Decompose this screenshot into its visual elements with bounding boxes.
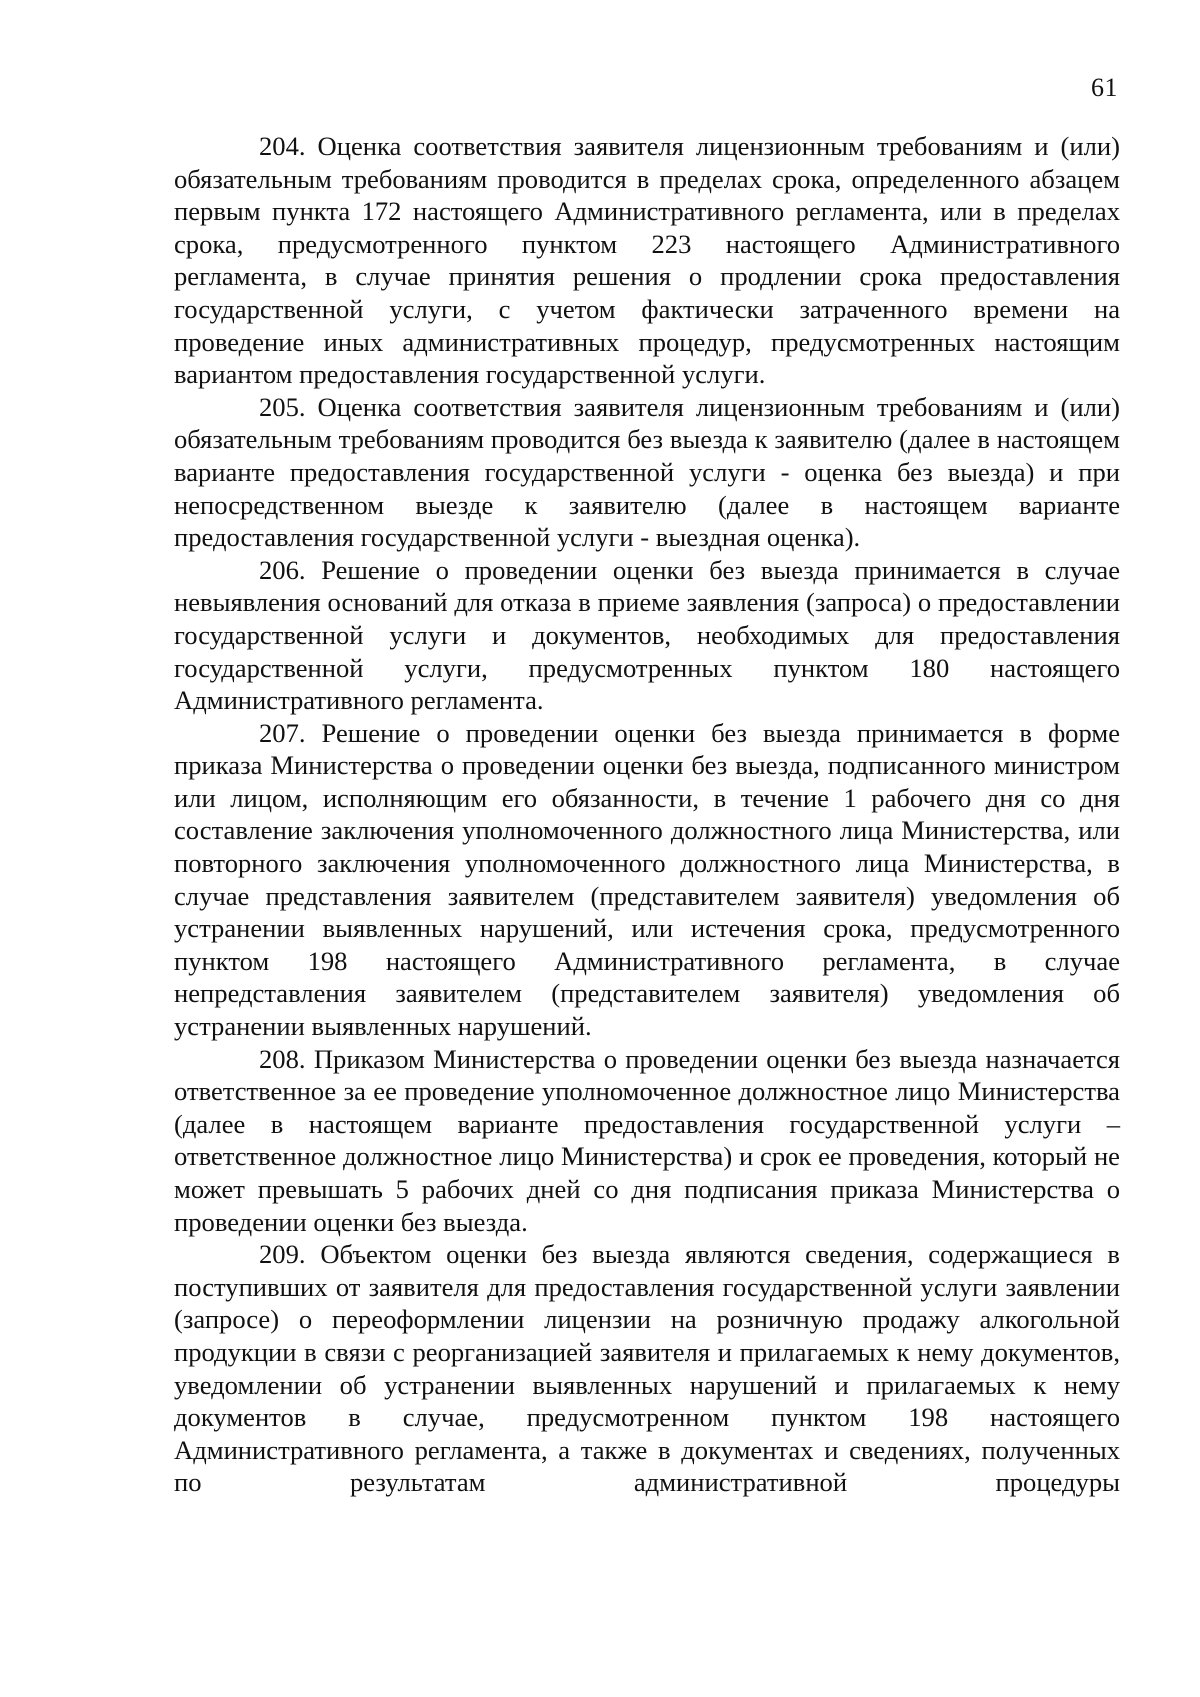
paragraph-209: 209. Объектом оценки без выезда являются сведения, содержащиеся в поступивших от заявителя для предоставления государственной услуги заявлении (запросе) о переоформлении лицензии на розничную продажу алкогольной продукции в связи с реорганизацией заявителя и прилагаемых к нему документов, уведомлении об устранении выявленных нарушений и прилагаемых к нему документов в случае, предусмотренном пунктом 198 настоящего Административного регламента, а также в документах и сведениях, полученных по результатам административной процедуры [174,1239,1120,1498]
paragraph-204: 204. Оценка соответствия заявителя лицензионным требованиям и (или) обязательным требованиям проводится в пределах срока, определенного абзацем первым пункта 172 настоящего Административного регламента, или в пределах срока, предусмотренного пунктом 223 настоящего Административного регламента, в случае принятия решения о продлении срока предоставления государственной услуги, с учетом фактически затраченного времени на проведение иных административных процедур, предусмотренных настоящим вариантом предоставления государственной услуги. [174,131,1120,390]
paragraph-205: 205. Оценка соответствия заявителя лицензионным требованиям и (или) обязательным требованиям проводится без выезда к заявителю (далее в настоящем варианте предоставления государственной услуги - оценка без выезда) и при непосредственном выезде к заявителю (далее в настоящем варианте предоставления государственной услуги - выездная оценка). [174,391,1120,553]
paragraph-208: 208. Приказом Министерства о проведении оценки без выезда назначается ответственное за ее проведение уполномоченное должностное лицо Министерства (далее в настоящем варианте предоставления государственной услуги – ответственное должностное лицо Министерства) и срок ее проведения, который не может превышать 5 рабочих дней со дня подписания приказа Министерства о проведении оценки без выезда. [174,1043,1120,1237]
page-number: 61 [1091,73,1118,102]
document-body [174,130,1120,1499]
paragraph-206: 206. Решение о проведении оценки без выезда принимается в случае невыявления оснований для отказа в приеме заявления (запроса) о предоставлении государственной услуги и документов, необходимых для предоставления государственной услуги, предусмотренных пунктом 180 настоящего Административного регламента. [174,554,1120,716]
paragraph-207: 207. Решение о проведении оценки без выезда принимается в форме приказа Министерства о проведении оценки без выезда, подписанного министром или лицом, исполняющим его обязанности, в течение 1 рабочего дня со дня составление заключения уполномоченного должностного лица Министерства, или повторного заключения уполномоченного должностного лица Министерства, в случае представления заявителем (представителем заявителя) уведомления об устранении выявленных нарушений, или истечения срока, предусмотренного пунктом 198 настоящего Административного регламента, в случае непредставления заявителем (представителем заявителя) уведомления об устранении выявленных нарушений. [174,717,1120,1042]
